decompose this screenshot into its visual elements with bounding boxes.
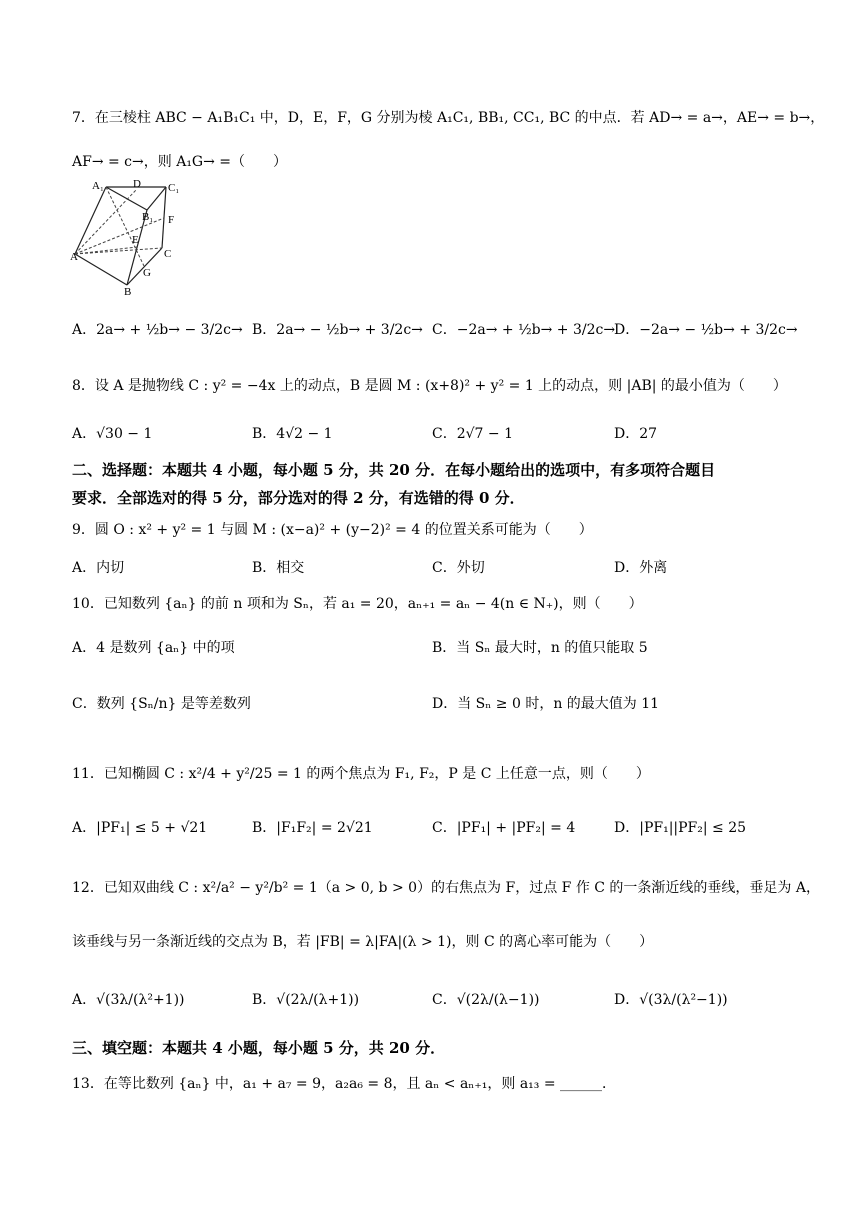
q8-stem: 8．设 A 是抛物线 C : y² = −4x 上的动点，B 是圆 M : (x+8)² + y² = 1 上的动点，则 |AB| 的最小值为（ ） xyxy=(72,378,787,394)
option-letter: D． xyxy=(614,992,640,1008)
q7-option-c[interactable] xyxy=(432,318,615,342)
prism-figure xyxy=(70,180,190,298)
edge-ab xyxy=(75,254,127,285)
option-text: |PF₁| ≤ 5 + √21 xyxy=(96,820,208,836)
q12-option-c[interactable] xyxy=(432,988,540,1012)
option-text: 数列 {Sₙ/n} 是等差数列 xyxy=(96,696,251,712)
option-text: 外切 xyxy=(456,560,485,576)
q8-option-c[interactable] xyxy=(432,422,513,446)
q11-option-c[interactable] xyxy=(432,816,575,840)
label-d: D xyxy=(133,180,141,190)
option-letter: A． xyxy=(72,560,97,576)
option-letter: D． xyxy=(614,820,640,836)
option-letter: A． xyxy=(72,820,97,836)
q7-option-a[interactable] xyxy=(72,318,243,342)
q11-option-b[interactable] xyxy=(252,816,373,840)
edge-cc1 xyxy=(162,187,166,248)
q10-option-a[interactable] xyxy=(72,636,235,660)
option-letter: A． xyxy=(72,992,97,1008)
label-a: A xyxy=(70,251,78,263)
option-letter: C． xyxy=(432,426,457,442)
option-letter: B． xyxy=(252,560,277,576)
q7-option-b[interactable] xyxy=(252,318,423,342)
option-letter: B． xyxy=(252,820,277,836)
option-text: 2a→ + ½b→ − 3/2c→ xyxy=(96,322,243,338)
q9-option-d[interactable] xyxy=(614,556,667,580)
q8-option-a[interactable] xyxy=(72,422,152,446)
option-text: |F₁F₂| = 2√21 xyxy=(276,820,373,836)
option-text: √(2λ/(λ+1)) xyxy=(276,992,360,1008)
option-text: √(3λ/(λ²+1)) xyxy=(96,992,185,1008)
q9-option-c[interactable] xyxy=(432,556,485,580)
option-letter: D． xyxy=(614,426,640,442)
option-text: 27 xyxy=(639,426,658,442)
option-text: √(2λ/(λ−1)) xyxy=(456,992,540,1008)
option-letter: C． xyxy=(432,820,457,836)
option-letter: D． xyxy=(614,560,640,576)
label-c: C xyxy=(164,248,172,260)
q12-stem-line1: 12．已知双曲线 C : x²/a² − y²/b² = 1（a > 0, b > 0）的右焦点为 F，过点 F 作 C 的一条渐近线的垂线，垂足为 A， xyxy=(72,880,820,896)
label-g: G xyxy=(143,267,151,279)
option-text: 2√7 − 1 xyxy=(456,426,513,442)
segment-ad xyxy=(75,190,136,254)
option-text: 当 Sₙ 最大时，n 的值只能取 5 xyxy=(456,640,648,656)
q9-option-a[interactable] xyxy=(72,556,124,580)
option-letter: D． xyxy=(614,322,640,338)
section2-heading-line2: 要求．全部选对的得 5 分，部分选对的得 2 分，有选错的得 0 分． xyxy=(72,489,525,507)
label-b: B xyxy=(124,286,132,298)
q12-option-a[interactable] xyxy=(72,988,185,1012)
option-text: 2a→ − ½b→ + 3/2c→ xyxy=(276,322,423,338)
q11-stem: 11．已知椭圆 C : x²/4 + y²/25 = 1 的两个焦点为 F₁, F₂，P 是 C 上任意一点，则（ ） xyxy=(72,766,650,782)
q10-option-b[interactable] xyxy=(432,636,648,660)
option-text: √(3λ/(λ²−1)) xyxy=(639,992,728,1008)
label-f: F xyxy=(168,214,175,226)
option-letter: A． xyxy=(72,322,97,338)
option-letter: A． xyxy=(72,426,97,442)
q7-stem-line2: AF→ = c→，则 A₁G→ =（ ） xyxy=(72,154,288,170)
option-text: 4√2 − 1 xyxy=(276,426,333,442)
q11-option-a[interactable] xyxy=(72,816,207,840)
option-text: |PF₁||PF₂| ≤ 25 xyxy=(639,820,747,836)
edge-ac xyxy=(75,248,162,254)
q10-option-d[interactable] xyxy=(432,692,659,716)
option-letter: B． xyxy=(432,640,457,656)
option-letter: B． xyxy=(252,322,277,338)
q12-option-d[interactable] xyxy=(614,988,728,1012)
q10-option-c[interactable] xyxy=(72,692,251,716)
q12-stem-line2: 该垂线与另一条渐近线的交点为 B，若 |FB| = λ|FA|(λ > 1)，则 C 的离心率可能为（ ） xyxy=(72,934,654,950)
q7-option-d[interactable] xyxy=(614,318,798,342)
option-text: 4 是数列 {aₙ} 中的项 xyxy=(96,640,235,656)
label-a1: A₁ xyxy=(92,180,104,192)
q10-stem: 10．已知数列 {aₙ} 的前 n 项和为 Sₙ，若 a₁ = 20，aₙ₊₁ = aₙ − 4(n ∈ N₊)，则（ ） xyxy=(72,596,643,612)
q11-option-d[interactable] xyxy=(614,816,746,840)
edge-aa1 xyxy=(75,187,106,254)
option-letter: C． xyxy=(432,322,457,338)
label-b1: B₁ xyxy=(142,211,154,223)
option-text: √30 − 1 xyxy=(96,426,153,442)
option-text: |PF₁| + |PF₂| = 4 xyxy=(456,820,576,836)
option-text: 当 Sₙ ≥ 0 时，n 的最大值为 11 xyxy=(457,696,660,712)
option-letter: C． xyxy=(432,560,457,576)
edge-a1b1 xyxy=(106,187,147,210)
q13-stem: 13．在等比数列 {aₙ} 中，a₁ + a₇ = 9，a₂a₆ = 8，且 aₙ < aₙ₊₁，则 a₁₃ = ______． xyxy=(72,1076,617,1092)
option-text: −2a→ + ½b→ + 3/2c→ xyxy=(456,322,616,338)
q7-stem-line1: 7．在三棱柱 ABC − A₁B₁C₁ 中，D，E，F，G 分别为棱 A₁C₁, BB₁, CC₁, BC 的中点．若 AD→ = a→，AE→ = b→， xyxy=(72,110,825,126)
q9-option-b[interactable] xyxy=(252,556,304,580)
option-text: 相交 xyxy=(276,560,305,576)
section2-heading-line1: 二、选择题：本题共 4 小题，每小题 5 分，共 20 分．在每小题给出的选项中，有多项符合题目 xyxy=(72,461,716,479)
option-text: 外离 xyxy=(639,560,668,576)
label-e: E xyxy=(132,234,139,246)
option-text: −2a→ − ½b→ + 3/2c→ xyxy=(639,322,798,338)
option-letter: B． xyxy=(252,426,277,442)
q8-option-b[interactable] xyxy=(252,422,333,446)
option-letter: C． xyxy=(72,696,97,712)
q12-option-b[interactable] xyxy=(252,988,359,1012)
option-letter: A． xyxy=(72,640,97,656)
q8-option-d[interactable] xyxy=(614,422,657,446)
option-text: 内切 xyxy=(96,560,125,576)
option-letter: D． xyxy=(432,696,458,712)
segment-a1g xyxy=(106,187,144,266)
edge-b1c1 xyxy=(147,187,166,210)
q9-stem: 9．圆 O : x² + y² = 1 与圆 M : (x−a)² + (y−2)² = 4 的位置关系可能为（ ） xyxy=(72,522,593,538)
label-c1: C₁ xyxy=(168,182,180,194)
option-letter: B． xyxy=(252,992,277,1008)
option-letter: C． xyxy=(432,992,457,1008)
section3-heading: 三、填空题：本题共 4 小题，每小题 5 分，共 20 分． xyxy=(72,1039,446,1057)
